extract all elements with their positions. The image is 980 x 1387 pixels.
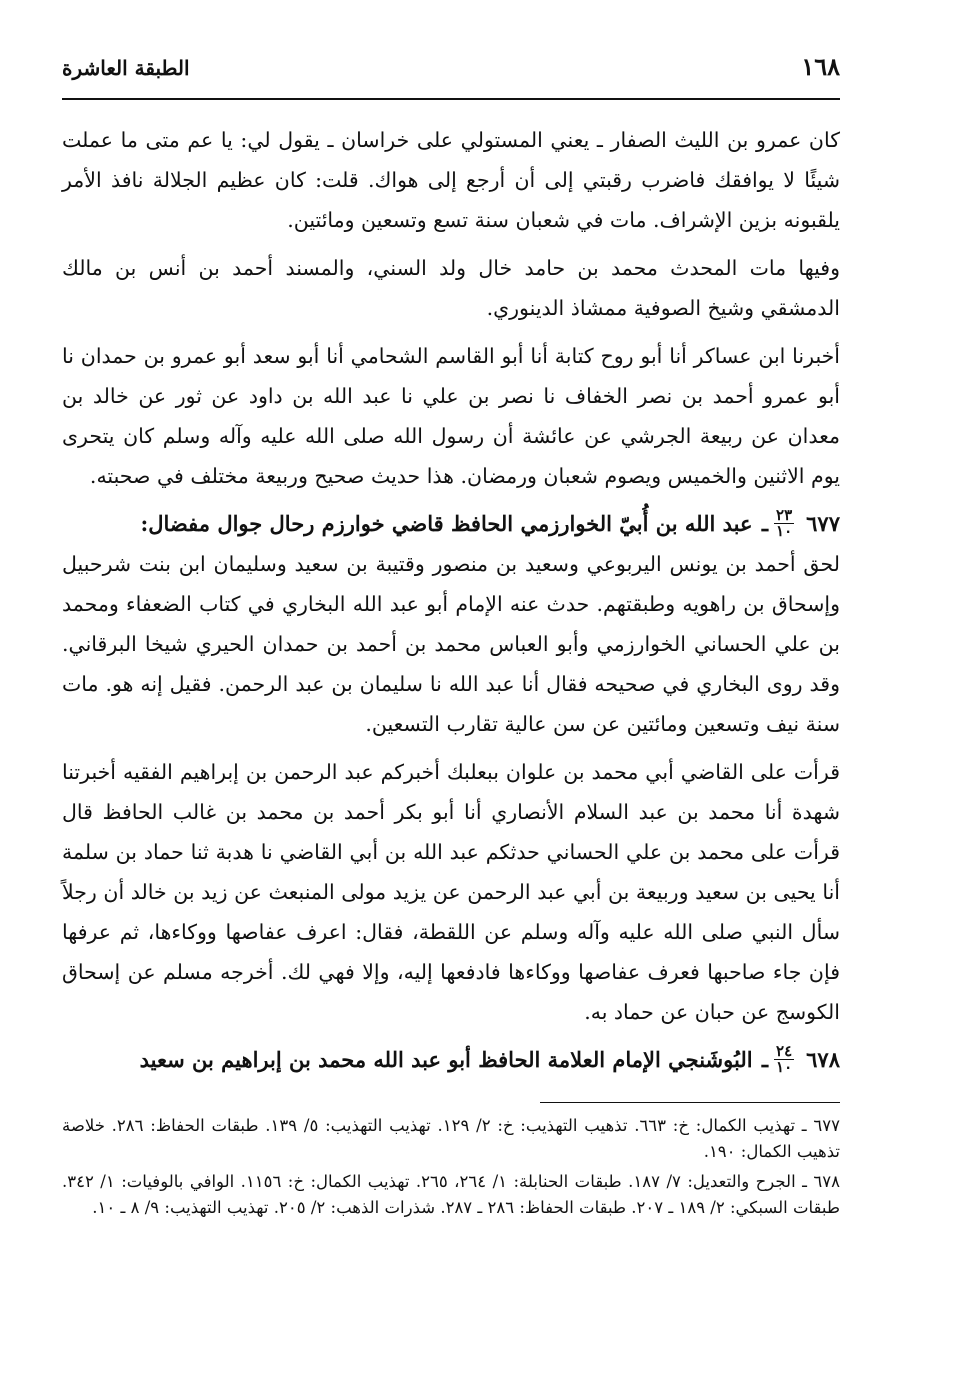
entry-677-narration: قرأت على القاضي أبي محمد بن علوان ببعلبك أخبركم عبد الرحمن بن إبراهيم الفقيه أخبرتنا شهدة أنا محمد بن عبد السلام الأنصاري أنا أبو بكر أحمد بن محمد بن غالب الحافظ قال قرأت على محمد بن علي الحساني حدثكم عبد الله بن أبي القاضي نا هدبة ثنا حماد بن سلمة أنا يحيى بن سعيد وربيعة بن أبي عبد الرحمن عن يزيد مولى المنبعث عن زيد بن خالد أن رجلاً سأل النبي صلى الله عليه وآله وسلم عن اللقطة، فقال: اعرف عفاصها ووكاءها، ثم عرفها فإن جاء صاحبها فعرف عفاصها ووكاءها فادفعها إليه، وإلا فهي لك. أخرجه مسلم عن إسحاق الكوسج عن حبان عن حماد به. — [62, 760, 841, 1024]
page-number: ١٦٨ — [801, 52, 840, 81]
entry-677-heading — [62, 504, 840, 544]
paragraph-deaths-that-year: وفيها مات المحدث محمد بن حامد خال ولد السني، والمسند أحمد بن أنس بن مالك الدمشقي وشيخ الصوفية ممشاذ الدينوري. — [62, 256, 840, 320]
entry-677-fraction-bottom: ١٠ — [776, 522, 793, 540]
entry-678-title: البُوشَنجي الإمام العلامة الحافظ أبو عبد الله محمد بن إبراهيم بن سعيد — [139, 1047, 753, 1072]
entry-677-title: عبد الله بن أُبيّ الخوارزمي الحافظ قاضي خوارزم رحال جوال مفضال: — [140, 511, 753, 536]
entry-678-fraction-bottom: ١٠ — [776, 1058, 793, 1076]
entry-677-dash: ـ — [761, 511, 769, 536]
footnote-677: ٦٧٧ ـ تهذيب الكمال: خ: ٦٦٣. تذهيب التهذيب: خ: ٢/ ١٢٩. تهذيب التهذيب: ٥/ ١٣٩. طبقات الحفاظ: ٢٨٦. خلاصة تذهيب الكمال: ١٩٠. — [62, 1116, 840, 1161]
book-page — [62, 52, 840, 1225]
entry-677-body: لحق أحمد بن يونس اليربوعي وسعيد بن منصور وقتيبة بن سعيد وسليمان ابن بنت شرحبيل وإسحاق بن راهويه وطبقتهم. حدث عنه الإمام أبو عبد الله البخاري في كتاب الضعفاء ومحمد بن علي الحساني الخوارزمي وأبو العباس محمد بن أحمد بن حمدان الحيري شيخا البرقاني. وقد روى البخاري في صحيحه فقال أنا عبد الله نا سليمان بن عبد الرحمن. فقيل إنه هو. مات سنة نيف وتسعين ومائتين عن سن عالية تقارب التسعين. — [62, 552, 840, 736]
entry-678-fraction — [774, 1044, 794, 1075]
page-header — [62, 52, 840, 100]
entry-677-number: ٦٧٧ — [806, 511, 840, 536]
entry-678-heading — [62, 1040, 840, 1080]
entry-678-number: ٦٧٨ — [806, 1047, 840, 1072]
entry-677-fraction-top: ٢٣ — [776, 506, 793, 524]
paragraph-amr-ibn-layth: كان عمرو بن الليث الصفار ـ يعني المستولي على خراسان ـ يقول لي: يا عم متى ما عملت شيئًا لا يوافقك فاضرب رقبتي إلى أن أرجع إلى هواك. قلت: كان عظيم الجلالة نافذ الأمر يلقبونه بزين الإشراف. مات في شعبان سنة تسع وتسعين ومائتين. — [62, 128, 840, 232]
paragraph-hadith-monday-thursday: أخبرنا ابن عساكر أنا أبو روح كتابة أنا أبو القاسم الشحامي أنا أبو سعد أبو عمرو بن حمدان نا أبو عمرو أحمد بن نصر الخفاف نا نصر بن علي نا عبد الله بن داود عن ثور عن خالد بن معدان عن ربيعة الجرشي عن عائشة أن رسول الله صلى الله عليه وآله وسلم كان يتحرى يوم الاثنين والخميس ويصوم شعبان ورمضان. هذا حديث صحيح وربيعة مختلف في صحبته. — [62, 344, 840, 488]
entry-678-fraction-top: ٢٤ — [776, 1042, 793, 1060]
entry-677-fraction — [774, 508, 794, 539]
entry-678-dash: ـ — [761, 1047, 769, 1072]
footnote-divider — [540, 1102, 840, 1103]
running-title: الطبقة العاشرة — [62, 56, 190, 80]
footnote-678: ٦٧٨ ـ الجرح والتعديل: ٧/ ١٨٧. طبقات الحنابلة: ١/ ٢٦٤، ٢٦٥. تهذيب الكمال: خ: ١١٥٦. الوافي بالوفيات: ١/ ٣٤٢. طبقات السبكي: ٢/ ١٨٩ ـ ٢٠٧. طبقات الحفاظ: ٢٨٦ ـ ٢٨٧. شذرات الذهب: ٢/ ٢٠٥. تهذيب التهذيب: ٩/ ٨ ـ ١٠. — [62, 1172, 840, 1217]
